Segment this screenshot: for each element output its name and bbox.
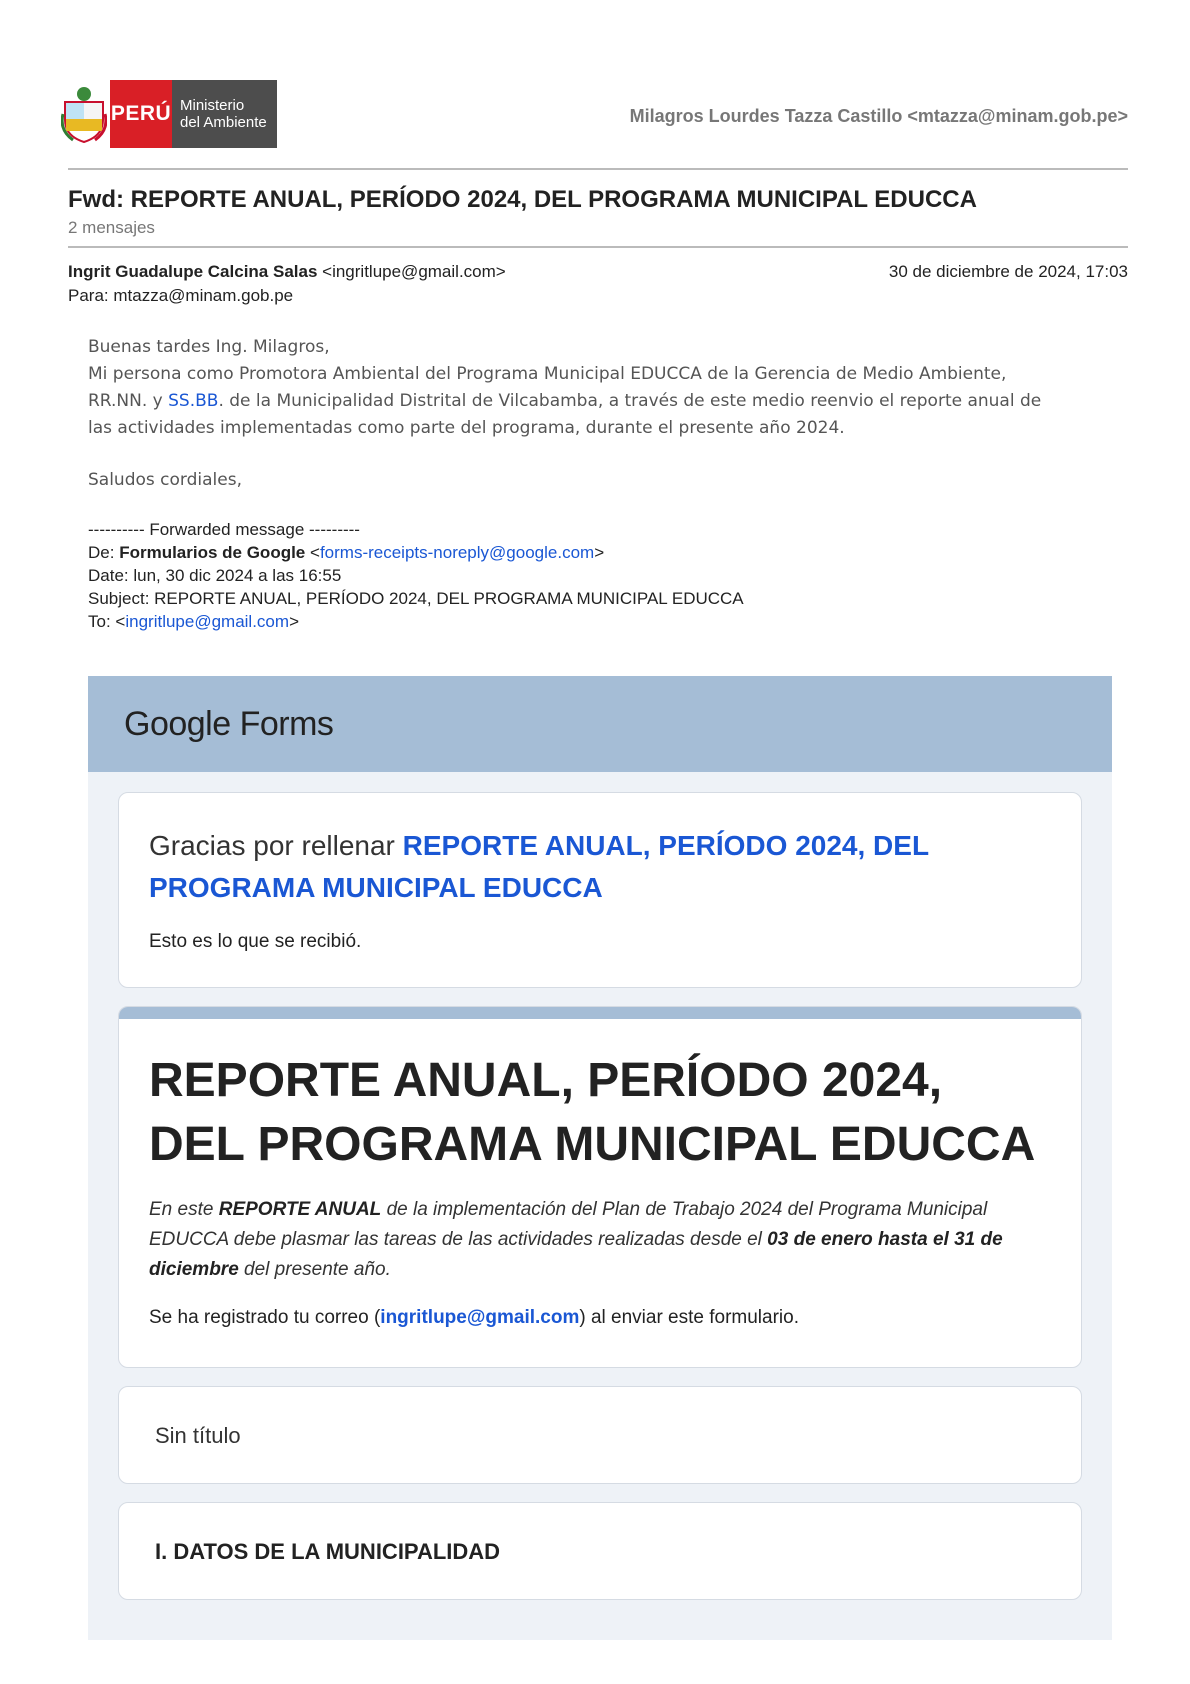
ministry-line-1: Ministerio: [180, 97, 245, 114]
ministry-label: [172, 80, 277, 148]
sender-name: Ingrit Guadalupe Calcina Salas: [68, 262, 318, 281]
body-line: las actividades implementadas como parte del programa, durante el presente año 2024.: [88, 418, 845, 438]
form-title-card: [118, 1006, 1082, 1368]
desc-bold: REPORTE ANUAL: [218, 1199, 382, 1220]
section-datos-municipalidad: [118, 1502, 1082, 1600]
forwarded-from-name: Formularios de Google: [119, 543, 306, 562]
body-line: [88, 388, 1128, 415]
form-title: [149, 1049, 1051, 1177]
thread-subject: Fwd: REPORTE ANUAL, PERÍODO 2024, DEL PROGRAMA MUNICIPAL EDUCCA: [68, 186, 977, 213]
forwarded-date: Date: lun, 30 dic 2024 a las 16:55: [88, 566, 342, 585]
peru-label: PERÚ: [110, 80, 172, 148]
account-info: Milagros Lourdes Tazza Castillo <mtazza@minam.gob.pe>: [629, 106, 1128, 126]
thanks-card: [118, 792, 1082, 988]
form-title-line: DEL PROGRAMA MUNICIPAL EDUCCA: [149, 1118, 1036, 1171]
registered-email-link[interactable]: ingritlupe@gmail.com: [380, 1307, 580, 1328]
sender-email: <ingritlupe@gmail.com>: [322, 262, 506, 281]
form-description: [149, 1195, 1051, 1285]
form-title-line: REPORTE ANUAL, PERÍODO 2024,: [149, 1054, 943, 1107]
message-from: [68, 262, 506, 282]
body-greeting: Buenas tardes Ing. Milagros,: [88, 337, 330, 357]
minam-logo: [58, 80, 277, 148]
desc-fragment: En este: [149, 1199, 219, 1220]
message-date: 30 de diciembre de 2024, 17:03: [888, 262, 1128, 281]
registered-suffix: ) al enviar este formulario.: [579, 1307, 799, 1328]
desc-fragment: del presente año.: [238, 1259, 391, 1280]
peru-coat-of-arms-icon: [58, 80, 110, 148]
forwarded-header: [88, 518, 744, 633]
bracket: >: [594, 543, 605, 562]
google-forms-receipt: [88, 676, 1112, 1640]
registered-email-note: [149, 1307, 1051, 1329]
desc-fragment: de la implementación del Plan de Trabajo 2024 del Programa Municipal EDUCCA debe plasmar las tareas de las actividades realizadas desde el: [149, 1199, 988, 1250]
logo-forms-text: Forms: [230, 704, 334, 743]
message-count: 2 mensajes: [68, 218, 155, 237]
forwarded-to: [88, 610, 744, 633]
ministry-line-2: del Ambiente: [180, 114, 267, 131]
body-line: Mi persona como Promotora Ambiental del Programa Municipal EDUCCA de la Gerencia de Medio Ambiente,: [88, 364, 1007, 384]
thanks-prefix: Gracias por rellenar: [149, 830, 403, 861]
bracket: >: [289, 612, 299, 631]
section-title: I. DATOS DE LA MUNICIPALIDAD: [155, 1539, 501, 1564]
forwarded-from-email-link[interactable]: forms-receipts-noreply@google.com: [319, 543, 595, 562]
bracket: <: [305, 543, 320, 562]
forwarded-to-email-link[interactable]: ingritlupe@gmail.com: [125, 612, 290, 631]
card-accent-bar: [119, 1007, 1081, 1019]
body-closing: Saludos cordiales,: [88, 470, 242, 490]
header-divider: [68, 168, 1128, 170]
body-text-fragment: RR.NN. y: [88, 391, 169, 411]
forwarded-subject: Subject: REPORTE ANUAL, PERÍODO 2024, DEL PROGRAMA MUNICIPAL EDUCCA: [88, 589, 744, 608]
label: De:: [88, 543, 120, 562]
form-name-link[interactable]: REPORTE ANUAL, PERÍODO 2024, DEL PROGRAMA MUNICIPAL EDUCCA: [149, 830, 929, 903]
message-body: [88, 334, 1128, 442]
forwarded-from: [88, 541, 744, 564]
section-untitled: [118, 1386, 1082, 1484]
thanks-message: [149, 825, 1051, 909]
subject-divider: [68, 246, 1128, 248]
message-to: Para: mtazza@minam.gob.pe: [68, 286, 294, 305]
google-forms-header: [88, 676, 1112, 772]
forwarded-separator: ---------- Forwarded message ---------: [88, 520, 360, 539]
label: To: <: [88, 612, 126, 631]
logo-google-text: Google: [124, 704, 231, 743]
section-title: Sin título: [155, 1423, 241, 1448]
google-forms-logo: [124, 705, 333, 744]
ssbb-link[interactable]: SS.BB: [168, 391, 219, 411]
registered-prefix: Se ha registrado tu correo (: [149, 1307, 381, 1328]
desc-bold: 03 de enero hasta el 31 de diciembre: [149, 1229, 1003, 1280]
received-note: Esto es lo que se recibió.: [149, 931, 362, 952]
body-text-fragment: . de la Municipalidad Distrital de Vilcabamba, a través de este medio reenvio el reporte anual de: [218, 391, 1042, 411]
